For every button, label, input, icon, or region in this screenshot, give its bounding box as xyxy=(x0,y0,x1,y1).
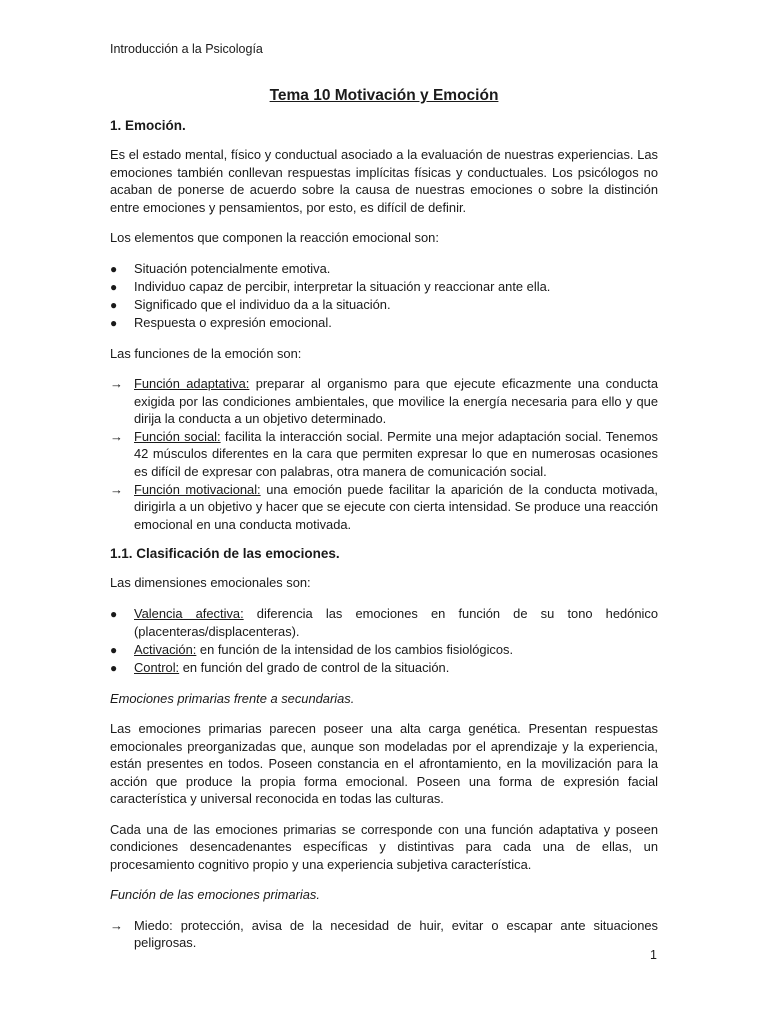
bullet-icon: ● xyxy=(110,642,118,657)
list-item: ● Control: en función del grado de control de la situación. xyxy=(110,659,450,675)
list-item: ● Respuesta o expresión emocional. xyxy=(110,314,332,330)
bullet-icon: ● xyxy=(110,297,118,312)
arrow-right-icon: → xyxy=(110,917,123,933)
running-header: Introducción a la Psicología xyxy=(110,42,263,56)
paragraph-dimensions-intro: Las dimensiones emocionales son: xyxy=(110,575,311,591)
primary-functions-list xyxy=(110,917,658,952)
list-item: ● Situación potencialmente emotiva. xyxy=(110,260,331,276)
list-item: → Función motivacional: una emoción puede facilitar la aparición de la conducta motivada, dirigirla a un objetivo y hacer que se ejecute con cierta intensidad. Se produce una reacción emocional en una conducta motivada. xyxy=(110,481,658,532)
section-heading-emocion: 1. Emoción. xyxy=(110,118,186,133)
subheading-funcion-primarias: Función de las emociones primarias. xyxy=(110,887,320,903)
list-item: ● Activación: en función de la intensidad de los cambios fisiológicos. xyxy=(110,641,514,657)
arrow-right-icon: → xyxy=(110,481,123,497)
term-label: Función adaptativa: xyxy=(134,376,250,391)
bullet-icon: ● xyxy=(110,261,118,276)
term-label: Función motivacional: xyxy=(134,481,261,497)
term-label: Valencia afectiva: xyxy=(134,605,244,621)
bullet-icon: ● xyxy=(110,279,118,294)
list-item: ● Individuo capaz de percibir, interpretar la situación y reaccionar ante ella. xyxy=(110,278,551,294)
paragraph-funcion-adaptativa: Cada una de las emociones primarias se corresponde con una función adaptativa y poseen condiciones desencadenantes específicas y distintivas para cada una de ellas, un procesamiento cognitivo propio y una experiencia subjetiva característica. xyxy=(110,821,658,872)
term-label: Función social: xyxy=(134,428,221,444)
paragraph-elements-intro: Los elementos que componen la reacción emocional son: xyxy=(110,230,439,245)
term-label: Activación: xyxy=(134,641,197,657)
list-item: → Función adaptativa: preparar al organismo para que ejecute eficazmente una conducta exigida por las condiciones ambientales, que movilice la energía necesaria para ello y que dirija la conducta a un objetivo determinado. xyxy=(110,376,658,427)
subheading-primarias: Emociones primarias frente a secundarias. xyxy=(110,690,355,706)
elements-list xyxy=(110,260,658,332)
bullet-icon: ● xyxy=(110,660,118,675)
section-heading-clasificacion: 1.1. Clasificación de las emociones. xyxy=(110,546,340,562)
functions-list xyxy=(110,375,658,533)
list-item: → Miedo: protección, avisa de la necesidad de huir, evitar o escapar ante situaciones peligrosas. xyxy=(110,917,658,951)
arrow-right-icon: → xyxy=(110,428,123,444)
term-label: Control: xyxy=(134,659,180,675)
list-item: ● Valencia afectiva: diferencia las emociones en función de su tono hedónico (placenteras/displacenteras). xyxy=(110,605,659,639)
page-number: 1 xyxy=(650,948,657,962)
bullet-icon: ● xyxy=(110,606,118,621)
list-item: ● Significado que el individuo da a la situación. xyxy=(110,296,391,312)
paragraph-definition: Es el estado mental, físico y conductual asociado a la evaluación de nuestras experiencias. Las emociones también conllevan respuestas implícitas físicas y conductuales. Los psicólogos no acaban de ponerse de acuerdo sobre la causa de nuestras emociones o sobre la distinción entre emociones y pensamientos, por esto, es difícil de definir. xyxy=(110,147,658,215)
dimensions-list xyxy=(110,605,658,677)
arrow-right-icon: → xyxy=(110,376,123,391)
list-item: → Función social: facilita la interacción social. Permite una mejor adaptación social. Tenemos 42 músculos diferentes en la cara que permiten expresar lo que en numerosas ocasiones es difícil de expresar con palabras, otra manera de comunicación social. xyxy=(110,428,658,479)
paragraph-functions-intro: Las funciones de la emoción son: xyxy=(110,345,302,361)
bullet-icon: ● xyxy=(110,315,118,330)
paragraph-primarias: Las emociones primarias parecen poseer una alta carga genética. Presentan respuestas emocionales preorganizadas que, aunque son modeladas por el aprendizaje y la experiencia, están presentes en todos. Poseen constancia en el afrontamiento, en la movilización para la acción que produce la propia forma emocional. Poseen una forma de expresión facial característica y universal reconocida en todas las culturas. xyxy=(110,721,658,807)
document-title: Tema 10 Motivación y Emoción xyxy=(269,87,499,104)
